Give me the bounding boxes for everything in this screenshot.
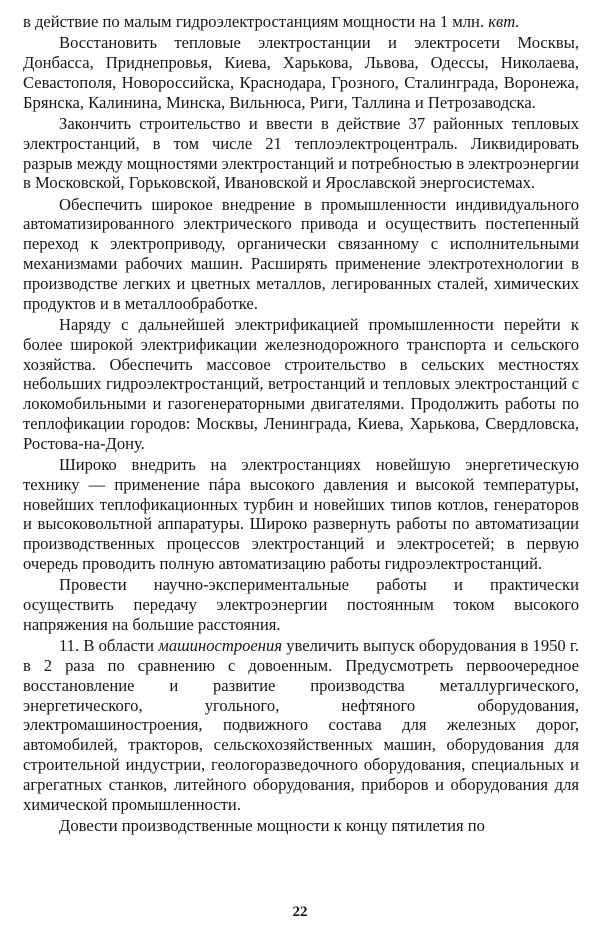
paragraph: Закончить строительство и ввести в действие 37 районных тепловых электростанций, в том числе 21 теплоэлектроцентраль. Ликвидировать разрыв между мощностями электростанций и потребностью в электроэнергии в Московской, Горьковской, Ивановской и Ярославской энергосистемах.	[23, 113, 579, 193]
emphasis-text: машиностроения	[158, 636, 283, 656]
page-number: 22	[292, 904, 308, 920]
paragraph-text: в действие по малым гидроэлектростанциям мощности на 1 млн.	[23, 12, 489, 31]
paragraph-continuation	[23, 12, 579, 32]
paragraph: Довести производственные мощности к концу пятилетия по	[59, 815, 485, 835]
paragraph: Наряду с дальнейшей электрификацией промышленности перейти к более широкой электрификации железнодорожного транспорта и сельского хозяйства. Обеспечить массовое строительство в сельских местностях небольших гидроэлектростанций, ветростанций и тепловых электростанций с локомобильными и газогенераторными двигателями. Продолжить работы по теплофикации городов: Москвы, Ленинграда, Киева, Харькова, Свердловска, Ростова-на-Дону.	[23, 314, 579, 453]
paragraph-text: 11. В области	[59, 636, 159, 656]
paragraph: Обеспечить широкое внедрение в промышленности индивидуального автоматизированного электрического привода и осуществить постепенный переход к электроприводу, органически связанному с исполнительными механизмами рабочих машин. Расширять применение электротехнологии в производстве легких и цветных металлов, легированных сталей, химических продуктов и в металлообработке.	[23, 194, 579, 313]
paragraph: Восстановить тепловые электростанции и электросети Москвы, Донбасса, Приднепровья, Киева, Харькова, Львова, Одессы, Николаева, Севастополя, Новороссийска, Краснодара, Грозного, Сталинграда, Воронежа, Брянска, Калинина, Минска, Вильнюса, Риги, Таллина и Петрозаводска.	[23, 33, 579, 112]
unit-text: квт.	[488, 12, 520, 31]
paragraph: Широко внедрить на электростанциях новейшую энергетическую технику — применение пáра высокого давления и высокой температуры, новейших теплофикационных турбин и новейших типов котлов, генераторов и высоковольтной аппаратуры. Широко развернуть работы по автоматизации производственных процессов электростанций и электросетей; в первую очередь проводить полную автоматизацию работы гидроэлектростанций.	[23, 455, 579, 574]
paragraph-section-11	[23, 636, 579, 814]
paragraph: Провести научно-экспериментальные работы и практически осуществить передачу электроэнергии постоянным током высокого напряжения на большие расстояния.	[23, 575, 579, 634]
paragraph-text: увеличить выпуск оборудования в 1950 г. в 2 раза по сравнению с довоенным. Предусмотреть первоочередное восстановление и развитие производства металлургического, энергетического, угольного, нефтяного оборудования, электромашиностроения, подвижного состава для железных дорог, автомобилей, тракторов, сельскохозяйственных машин, оборудования для строительной индустрии, геологоразведочного оборудования, специальных и агрегатных станков, литейного оборудования, приборов и оборудования для химической промышленности.	[23, 636, 579, 814]
document-page	[23, 12, 579, 836]
